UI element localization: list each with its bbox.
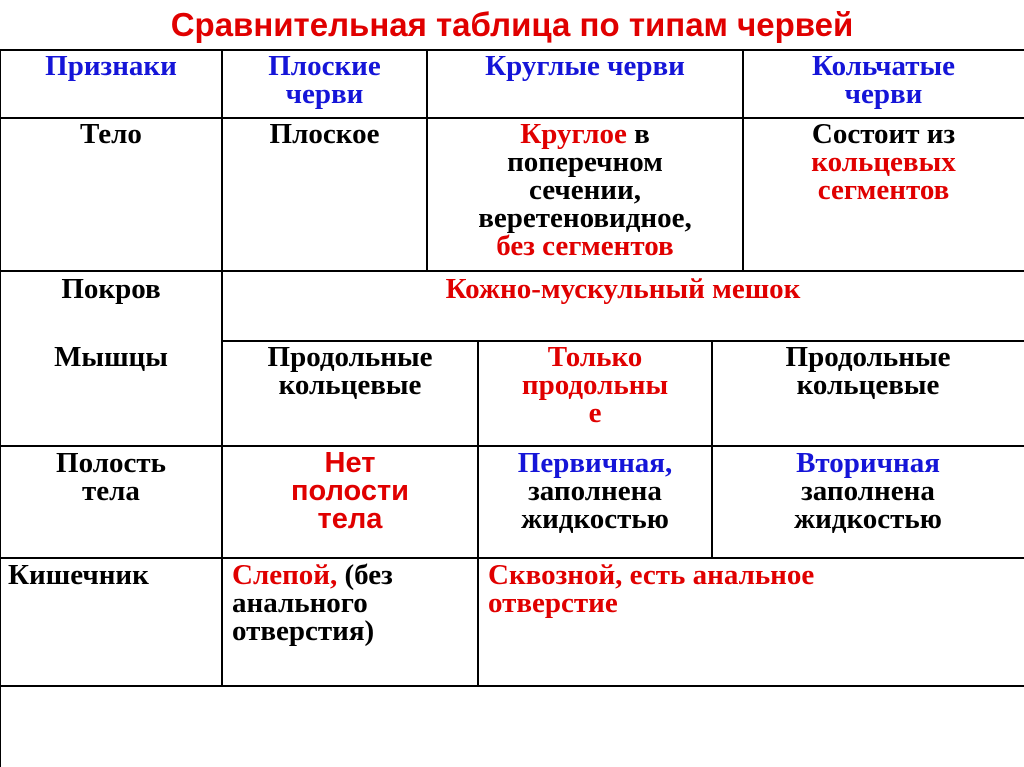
row-body-round-rest: в: [626, 118, 650, 150]
row-body-round-line1: [427, 120, 743, 148]
row-body-label-text: Тело: [80, 118, 142, 150]
header-annelid-line1: Кольчатые: [812, 50, 955, 82]
header-round-label: Круглые черви: [485, 50, 685, 82]
row-cavity-annelid-line1: Вторичная: [796, 447, 940, 479]
row-body-annelid-line2: кольцевых: [811, 146, 956, 178]
row-muscles-round-line1: Только: [547, 341, 643, 373]
row-body-round-line5: без сегментов: [496, 230, 674, 262]
row-cover-label-text: Покров: [61, 273, 161, 305]
row-cavity-flat-line2: полости: [290, 475, 410, 507]
row-muscles-flat: [222, 343, 478, 399]
row-body-label: [0, 120, 222, 148]
row-cavity-annelid-line3: жидкостью: [794, 503, 942, 535]
row-cavity-label-line1: Полость: [56, 447, 166, 479]
row-body-annelid-line3: сегментов: [817, 174, 950, 206]
row-body-annelid: [743, 120, 1024, 204]
row-body-round-line4: веретеновидное,: [478, 202, 692, 234]
row-body-round-line2: поперечном: [507, 146, 663, 178]
row-muscles-round-line3: е: [588, 397, 602, 429]
row-muscles-label: [0, 343, 222, 371]
header-features-label: Признаки: [45, 50, 177, 82]
row-cavity-round: [478, 449, 712, 533]
row-cavity-round-line1: Первичная,: [517, 447, 673, 479]
row-body-round-red: Круглое: [520, 118, 627, 150]
row-cavity-label-line2: тела: [82, 475, 140, 507]
header-round-worms: [427, 52, 743, 80]
row-muscles-round-line2: продольны: [521, 369, 669, 401]
row-intestine-flat-line3: отверстия): [232, 615, 375, 647]
row-muscles-flat-line1: Продольные: [267, 341, 433, 373]
header-flat-line2: черви: [285, 78, 364, 110]
row-body-round-line3: сечении,: [529, 174, 641, 206]
row-intestine-flat-line1: [232, 561, 478, 589]
row-intestine-rest-line2: отверстие: [488, 587, 618, 619]
row-intestine-label-text: Кишечник: [8, 559, 149, 591]
row-cover-label: [0, 275, 222, 303]
row-intestine-flat-rest: (без: [337, 559, 393, 591]
row-cavity-label: [0, 449, 222, 505]
header-features: [0, 52, 222, 80]
row-cavity-annelid-line2: заполнена: [801, 475, 935, 507]
row-muscles-round: [478, 343, 712, 427]
row-intestine-rest: [478, 561, 1024, 617]
row-muscles-annelid: [712, 343, 1024, 399]
row-cavity-flat-line3: тела: [317, 503, 383, 535]
row-cavity-flat-line1: Нет: [324, 447, 376, 479]
row-body-flat: [222, 120, 427, 148]
row-cavity-round-line2: заполнена: [528, 475, 662, 507]
row-muscles-label-text: Мышцы: [54, 341, 168, 373]
header-annelid-worms: [743, 52, 1024, 108]
row-muscles-annelid-line1: Продольные: [785, 341, 951, 373]
header-annelid-line2: черви: [844, 78, 923, 110]
row-body-flat-text: Плоское: [269, 118, 380, 150]
row-muscles-annelid-line2: кольцевые: [796, 369, 940, 401]
header-flat-worms: [222, 52, 427, 108]
row-cavity-annelid: [712, 449, 1024, 533]
row-intestine-flat-red: Слепой,: [232, 559, 338, 591]
header-flat-line1: Плоские: [268, 50, 381, 82]
page-title: Сравнительная таблица по типам червей: [170, 6, 854, 43]
row-intestine-flat-line2: анального: [232, 587, 368, 619]
row-body-annelid-line1: Состоит из: [811, 118, 956, 150]
row-intestine-label: [0, 561, 222, 589]
row-cavity-flat: [222, 449, 478, 533]
row-cover-value: [222, 275, 1024, 303]
row-intestine-flat: [222, 561, 478, 645]
row-cavity-round-line3: жидкостью: [521, 503, 669, 535]
row-intestine-rest-line1: Сквозной, есть анальное: [488, 559, 815, 591]
row-body-round: [427, 120, 743, 260]
row-muscles-flat-line2: кольцевые: [278, 369, 422, 401]
row-cover-value-text: Кожно-мускульный мешок: [445, 273, 801, 305]
